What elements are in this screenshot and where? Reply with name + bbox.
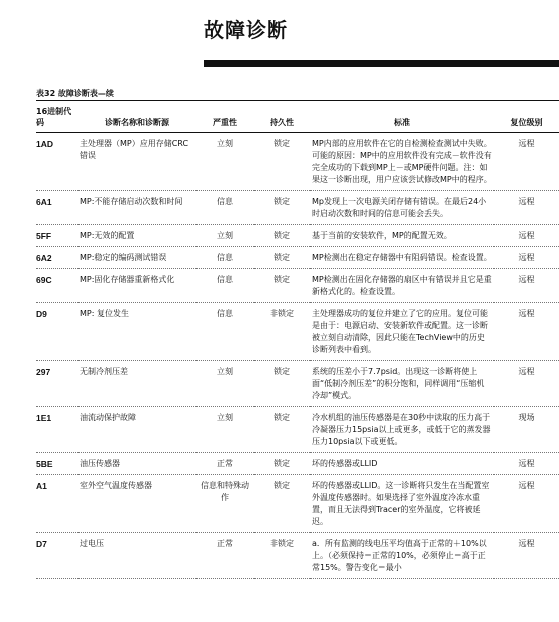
cell-criteria: 主处理器成功的复位并建立了它的应用。复位可能是由于：电源启动、安装新软件或配置。这一诊断被立刻自动清除，因此只能在TechView中的历史诊断列表中看到。: [312, 309, 488, 354]
cell-persistence: 非锁定: [270, 539, 294, 548]
table-row: [36, 247, 559, 269]
cell-severity: 立刻: [217, 139, 233, 148]
cell-severity: 正常: [217, 459, 233, 468]
cell-reset: 远程: [518, 481, 535, 490]
col-header-criteria: 标准: [394, 118, 410, 127]
cell-name: MP:无效的配置: [80, 231, 135, 240]
table-row: [36, 133, 559, 191]
cell-code: 1E1: [36, 413, 52, 423]
table-row: [36, 407, 559, 453]
cell-name: 无制冷剂压差: [80, 367, 128, 376]
cell-criteria: 基于当前的安装软件，MP的配置无效。: [312, 231, 452, 240]
cell-name: MP:固化存储器重新格式化: [80, 275, 175, 284]
cell-reset: 远程: [518, 367, 535, 376]
cell-criteria: Mp发现上一次电源关闭存储有错误。在最后24小时启动次数和时间的信息可能会丢失。: [312, 197, 487, 218]
diagnostics-table: [36, 104, 559, 579]
cell-severity: 信息: [217, 275, 233, 284]
table-row: [36, 361, 559, 407]
col-header-name: 诊断名称和诊断源: [105, 118, 169, 127]
cell-persistence: 锁定: [274, 481, 290, 490]
cell-criteria: 系统的压差小于7.7psid。出现这一诊断将使上面“低制冷剂压差”的积分饱和，同样调用“压缩机冷却”模式。: [312, 367, 485, 400]
cell-persistence: 锁定: [274, 197, 290, 206]
cell-severity: 正常: [217, 539, 233, 548]
cell-code: 1AD: [36, 139, 54, 149]
cell-reset: 远程: [518, 139, 535, 148]
cell-name: 油压传感器: [80, 459, 120, 468]
cell-code: 297: [36, 367, 51, 377]
table-row: [36, 191, 559, 225]
table-row: [36, 225, 559, 247]
title-rule: [204, 60, 559, 67]
cell-persistence: 锁定: [274, 253, 290, 262]
cell-criteria: 坏的传感器或LLID。这一诊断将只发生在当配置室外温度传感器时。如果选择了室外温度冷冻水重置，而且无法得到Tracer的室外温度，它将被延迟。: [312, 481, 490, 526]
cell-code: 5FF: [36, 231, 52, 241]
cell-name: 过电压: [80, 539, 104, 548]
cell-persistence: 锁定: [274, 231, 290, 240]
cell-persistence: 锁定: [274, 275, 290, 284]
cell-code: D7: [36, 539, 47, 549]
cell-criteria: a．所有监测的线电压平均值高于正常的＋10%以上。（必须保持＝正常的10%，必须停止＝高于正常15%。警告变化＝最小: [312, 539, 487, 572]
cell-criteria: MP检测出在稳定存储器中有阻码错误。检查设置。: [312, 253, 492, 262]
cell-criteria: 坏的传感器或LLID: [312, 459, 378, 468]
cell-criteria: MP检测出在固化存储器的扇区中有错误并且它是重新格式化的。检查设置。: [312, 275, 492, 296]
cell-severity: 信息: [217, 253, 233, 262]
cell-code: A1: [36, 481, 47, 491]
cell-name: MP:稳定的编码测试错误: [80, 253, 167, 262]
cell-code: 6A1: [36, 197, 52, 207]
cell-severity: 信息: [217, 197, 233, 206]
cell-reset: 远程: [518, 253, 535, 262]
cell-reset: 远程: [518, 197, 535, 206]
cell-severity: 信息和特殊动作: [201, 481, 249, 502]
cell-name: 主处理器（MP）应用存储CRC错误: [80, 139, 189, 160]
table-row: [36, 269, 559, 303]
cell-persistence: 锁定: [274, 139, 290, 148]
cell-reset: 现场: [518, 413, 535, 422]
cell-severity: 立刻: [217, 231, 233, 240]
cell-code: 6A2: [36, 253, 52, 263]
cell-code: D9: [36, 309, 47, 319]
cell-code: 69C: [36, 275, 52, 285]
table-header-row: [36, 104, 559, 133]
cell-persistence: 锁定: [274, 367, 290, 376]
col-header-persistence: 持久性: [270, 118, 294, 127]
cell-name: 油流动保护故障: [80, 413, 136, 422]
table-caption: 表32 故障诊断表—续: [36, 89, 114, 98]
cell-name: MP:不能存储启动次数和时间: [80, 197, 183, 206]
caption-rule: [36, 100, 559, 101]
cell-criteria: 冷水机组的油压传感器是在30秒中读取的压力高于冷凝器压力15psia以上或更多，或低于它的蒸发器压力10psia以下或更低。: [312, 413, 491, 446]
cell-persistence: 锁定: [274, 459, 290, 468]
page-title: 故障诊断: [204, 18, 288, 42]
table-row: [36, 303, 559, 361]
cell-persistence: 非锁定: [270, 309, 294, 318]
table-row: [36, 533, 559, 579]
cell-reset: 远程: [518, 459, 535, 468]
col-header-code: 16进制代码: [36, 107, 72, 127]
col-header-severity: 严重性: [213, 118, 237, 127]
cell-severity: 信息: [217, 309, 233, 318]
table-row: [36, 475, 559, 533]
table-row: [36, 453, 559, 475]
cell-reset: 远程: [518, 539, 535, 548]
cell-severity: 立刻: [217, 413, 233, 422]
cell-code: 5BE: [36, 459, 53, 469]
cell-reset: 远程: [518, 275, 535, 284]
cell-name: 室外空气温度传感器: [80, 481, 152, 490]
cell-criteria: MP内部的应用软件在它的自检测检查测试中失败。可能的原因：MP中的应用软件没有完成－软件没有完全成功的下载到MP上－或MP硬件问题。注：如果这一诊断出现，用户应该尝试修改MP中的程序。: [312, 139, 492, 184]
cell-severity: 立刻: [217, 367, 233, 376]
cell-reset: 远程: [518, 231, 535, 240]
cell-persistence: 锁定: [274, 413, 290, 422]
cell-name: MP: 复位发生: [80, 309, 129, 318]
col-header-reset: 复位级别: [510, 118, 543, 127]
cell-reset: 远程: [518, 309, 535, 318]
